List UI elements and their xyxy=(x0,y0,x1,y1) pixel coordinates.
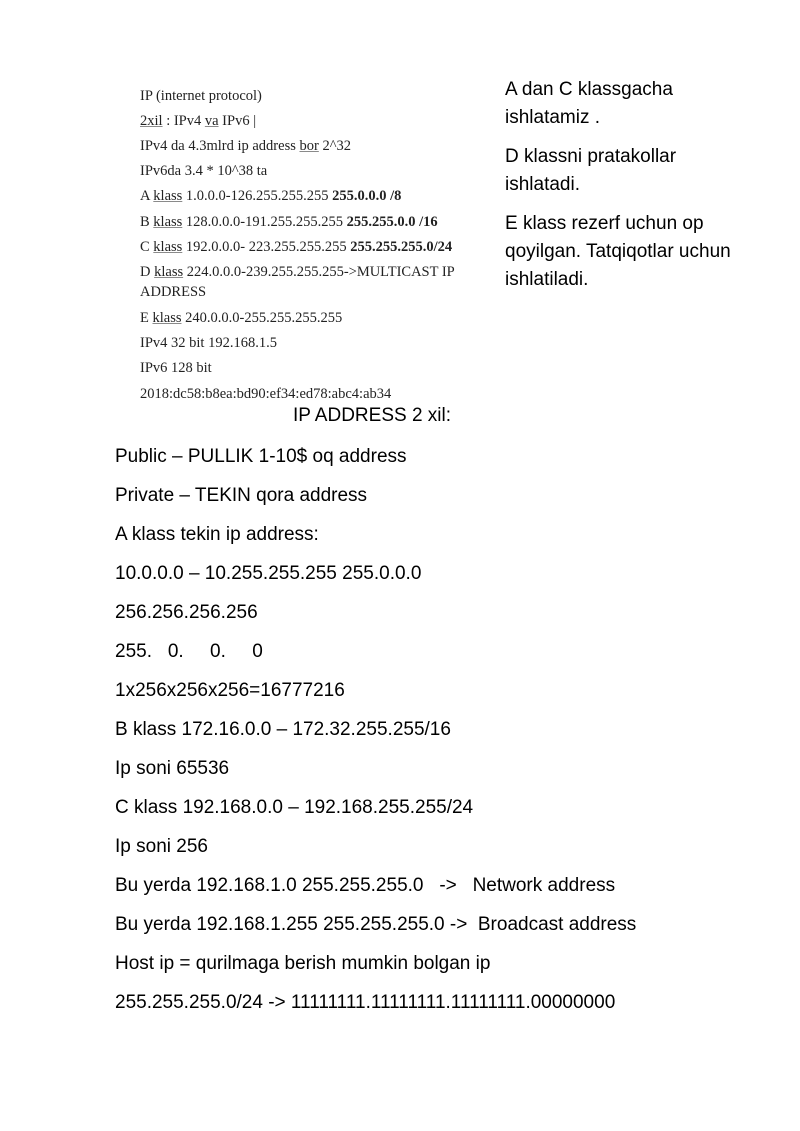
scan-line-2: 2xil : IPv4 va IPv6 | xyxy=(140,113,257,129)
scan-line-9: E klass 240.0.0.0-255.255.255.255 xyxy=(140,310,343,326)
scan-line-12: 2018:dc58:b8ea:bd90:ef34:ed78:abc4:ab34 xyxy=(140,386,392,402)
scan-line-1: IP (internet protocol) xyxy=(140,88,262,104)
scan-line-8: D klass 224.0.0.0-239.255.255.255->MULTICAST IP xyxy=(140,264,455,280)
scan-line-4: IPv6da 3.4 * 10^38 ta xyxy=(140,163,268,179)
text-line: C klass 192.168.0.0 – 192.168.255.255/24 xyxy=(115,797,474,818)
text-line: Private – TEKIN qora address xyxy=(115,485,368,506)
scan-line-8b: ADDRESS xyxy=(140,284,207,300)
scanned-notes-image xyxy=(128,80,488,410)
note-paragraph-3: E klass rezerf uchun op qoyilgan. Tatqiqotlar uchun ishlatiladi. xyxy=(505,213,731,290)
text-line: 256.256.256.256 xyxy=(115,602,258,623)
text-line: 1x256x256x256=16777216 xyxy=(115,680,345,701)
side-note xyxy=(505,76,755,305)
text-line: Ip soni 256 xyxy=(115,836,208,857)
text-line: 255. 0. 0. 0 xyxy=(115,641,263,662)
scan-line-3: IPv4 da 4.3mlrd ip address bor 2^32 xyxy=(140,138,352,154)
scan-line-10: IPv4 32 bit 192.168.1.5 xyxy=(140,335,277,351)
text-line: Bu yerda 192.168.1.0 255.255.255.0 -> Network address xyxy=(115,875,616,896)
note-paragraph-2: D klassni pratakollar ishlatadi. xyxy=(505,146,677,195)
section-heading: IP ADDRESS 2 xil: xyxy=(292,405,452,426)
text-line: Public – PULLIK 1-10$ oq address xyxy=(115,446,407,467)
text-line: Host ip = qurilmaga berish mumkin bolgan ip xyxy=(115,953,491,974)
text-line: Bu yerda 192.168.1.255 255.255.255.0 -> Broadcast address xyxy=(115,914,637,935)
text-line: B klass 172.16.0.0 – 172.32.255.255/16 xyxy=(115,719,451,740)
scan-line-7: C klass 192.0.0.0- 223.255.255.255 255.255.255.0/24 xyxy=(140,239,453,255)
text-line: 10.0.0.0 – 10.255.255.255 255.0.0.0 xyxy=(115,563,422,584)
scan-line-5: A klass 1.0.0.0-126.255.255.255 255.0.0.0 /8 xyxy=(140,188,402,204)
scan-line-6: B klass 128.0.0.0-191.255.255.255 255.255.0.0 /16 xyxy=(140,214,438,230)
body-text xyxy=(115,444,755,1029)
text-line: A klass tekin ip address: xyxy=(115,524,319,545)
scan-line-11: IPv6 128 bit xyxy=(140,360,212,376)
text-line: Ip soni 65536 xyxy=(115,758,230,779)
text-line: 255.255.255.0/24 -> 11111111.11111111.11111111.00000000 xyxy=(115,992,616,1013)
note-paragraph-1: A dan C klassgacha ishlatamiz . xyxy=(505,79,673,128)
